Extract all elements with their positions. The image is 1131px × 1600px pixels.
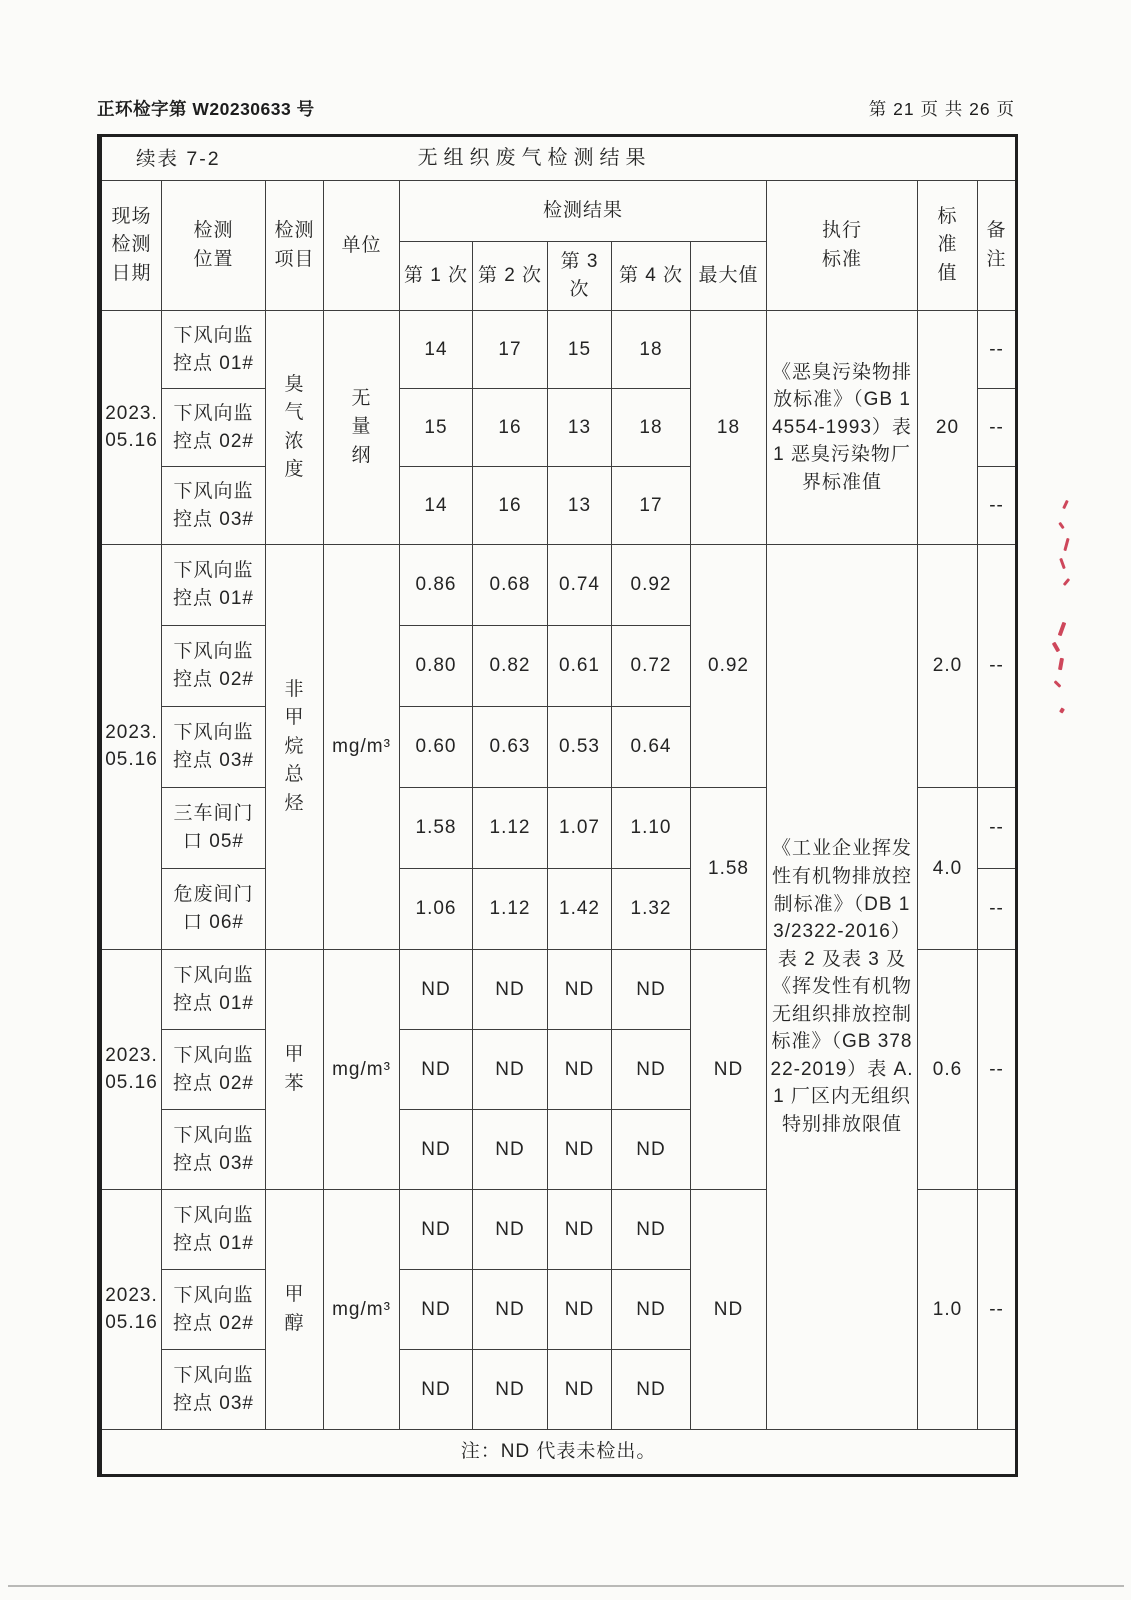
header-test2: 第 2 次 bbox=[473, 242, 548, 311]
document-number: 正环检字第 W20230633 号 bbox=[97, 99, 315, 119]
value-cell: 13 bbox=[548, 467, 612, 545]
value-cell: ND bbox=[473, 1190, 548, 1270]
standard-cell: 《恶臭污染物排放标准》（GB 14554-1993）表 1 恶臭污染物厂界标准值 bbox=[767, 311, 918, 545]
value-cell: 0.53 bbox=[548, 707, 612, 788]
value-cell: ND bbox=[548, 950, 612, 1030]
position-cell: 下风向监控点 01# bbox=[162, 545, 266, 626]
value-cell: 18 bbox=[612, 311, 691, 389]
header-unit: 单位 bbox=[324, 181, 400, 311]
position-cell: 危废间门口 06# bbox=[162, 869, 266, 950]
value-cell: 0.64 bbox=[612, 707, 691, 788]
date-cell: 2023.05.16 bbox=[100, 950, 162, 1190]
value-cell: ND bbox=[400, 1110, 473, 1190]
unit-cell: mg/m³ bbox=[324, 545, 400, 950]
header-test3: 第 3 次 bbox=[548, 242, 612, 311]
value-cell: 16 bbox=[473, 389, 548, 467]
date-cell: 2023.05.16 bbox=[100, 311, 162, 545]
value-cell: ND bbox=[473, 950, 548, 1030]
value-cell: 1.10 bbox=[612, 788, 691, 869]
limit-cell: 1.0 bbox=[918, 1190, 978, 1430]
value-cell: 1.12 bbox=[473, 869, 548, 950]
limit-cell: 2.0 bbox=[918, 545, 978, 788]
remark-cell: -- bbox=[978, 545, 1017, 788]
remark-cell: -- bbox=[978, 1190, 1017, 1430]
max-value-cell: 0.92 bbox=[691, 545, 767, 788]
table-subtitle: 续表 7-2 bbox=[136, 148, 221, 170]
remark-cell: -- bbox=[978, 467, 1017, 545]
value-cell: ND bbox=[400, 1270, 473, 1350]
value-cell: ND bbox=[400, 1190, 473, 1270]
value-cell: 16 bbox=[473, 467, 548, 545]
item-cell: 甲醇 bbox=[266, 1190, 324, 1430]
header-item: 检测项目 bbox=[266, 181, 324, 311]
value-cell: ND bbox=[473, 1270, 548, 1350]
max-value-cell: ND bbox=[691, 1190, 767, 1430]
position-cell: 下风向监控点 02# bbox=[162, 1030, 266, 1110]
item-cell: 甲苯 bbox=[266, 950, 324, 1190]
value-cell: 0.68 bbox=[473, 545, 548, 626]
value-cell: ND bbox=[473, 1110, 548, 1190]
item-cell: 非甲烷总烃 bbox=[266, 545, 324, 950]
value-cell: ND bbox=[400, 950, 473, 1030]
value-cell: ND bbox=[612, 1270, 691, 1350]
value-cell: ND bbox=[548, 1030, 612, 1110]
unit-cell: mg/m³ bbox=[324, 950, 400, 1190]
value-cell: 0.63 bbox=[473, 707, 548, 788]
value-cell: 0.80 bbox=[400, 626, 473, 707]
header-position: 检测位置 bbox=[162, 181, 266, 311]
header-remark: 备注 bbox=[978, 181, 1017, 311]
value-cell: ND bbox=[548, 1270, 612, 1350]
value-cell: ND bbox=[612, 1190, 691, 1270]
value-cell: ND bbox=[548, 1110, 612, 1190]
table-row bbox=[100, 181, 1017, 242]
position-cell: 下风向监控点 01# bbox=[162, 1190, 266, 1270]
position-cell: 下风向监控点 03# bbox=[162, 1110, 266, 1190]
position-cell: 下风向监控点 01# bbox=[162, 311, 266, 389]
position-cell: 下风向监控点 02# bbox=[162, 389, 266, 467]
position-cell: 下风向监控点 03# bbox=[162, 1350, 266, 1430]
unit-cell: mg/m³ bbox=[324, 1190, 400, 1430]
limit-cell: 0.6 bbox=[918, 950, 978, 1190]
remark-cell: -- bbox=[978, 788, 1017, 869]
position-cell: 下风向监控点 02# bbox=[162, 626, 266, 707]
header-test4: 第 4 次 bbox=[612, 242, 691, 311]
header-results-group: 检测结果 bbox=[400, 181, 767, 242]
value-cell: 1.06 bbox=[400, 869, 473, 950]
value-cell: 1.42 bbox=[548, 869, 612, 950]
header-limit: 标准值 bbox=[918, 181, 978, 311]
value-cell: 1.12 bbox=[473, 788, 548, 869]
max-value-cell: 18 bbox=[691, 311, 767, 545]
header-test1: 第 1 次 bbox=[400, 242, 473, 311]
table-row bbox=[100, 545, 1017, 626]
value-cell: 0.92 bbox=[612, 545, 691, 626]
value-cell: 18 bbox=[612, 389, 691, 467]
limit-cell: 4.0 bbox=[918, 788, 978, 950]
value-cell: ND bbox=[612, 1030, 691, 1110]
value-cell: ND bbox=[548, 1190, 612, 1270]
item-cell: 臭气浓度 bbox=[266, 311, 324, 545]
table-note: 注：ND 代表未检出。 bbox=[100, 1430, 1017, 1476]
header-date: 现场检测日期 bbox=[100, 181, 162, 311]
results-table bbox=[97, 134, 1018, 1477]
value-cell: 13 bbox=[548, 389, 612, 467]
max-value-cell: ND bbox=[691, 950, 767, 1190]
table-row bbox=[100, 1430, 1017, 1476]
value-cell: 1.58 bbox=[400, 788, 473, 869]
value-cell: ND bbox=[548, 1350, 612, 1430]
value-cell: 14 bbox=[400, 311, 473, 389]
remark-cell: -- bbox=[978, 389, 1017, 467]
value-cell: ND bbox=[400, 1030, 473, 1110]
red-ink-mark bbox=[1056, 500, 1076, 592]
scan-edge-line bbox=[8, 1585, 1124, 1587]
value-cell: 1.07 bbox=[548, 788, 612, 869]
limit-cell: 20 bbox=[918, 311, 978, 545]
header-standard: 执行标准 bbox=[767, 181, 918, 311]
remark-cell: -- bbox=[978, 950, 1017, 1190]
red-ink-mark bbox=[1050, 622, 1074, 718]
header-max: 最大值 bbox=[691, 242, 767, 311]
position-cell: 下风向监控点 03# bbox=[162, 467, 266, 545]
value-cell: 0.60 bbox=[400, 707, 473, 788]
date-cell: 2023.05.16 bbox=[100, 1190, 162, 1430]
value-cell: ND bbox=[612, 1110, 691, 1190]
value-cell: ND bbox=[473, 1350, 548, 1430]
value-cell: ND bbox=[612, 950, 691, 1030]
unit-cell: 无量纲 bbox=[324, 311, 400, 545]
value-cell: ND bbox=[400, 1350, 473, 1430]
value-cell: 17 bbox=[612, 467, 691, 545]
position-cell: 下风向监控点 03# bbox=[162, 707, 266, 788]
value-cell: 0.82 bbox=[473, 626, 548, 707]
value-cell: 0.86 bbox=[400, 545, 473, 626]
remark-cell: -- bbox=[978, 311, 1017, 389]
table-title-cell bbox=[100, 136, 1017, 181]
table-row bbox=[100, 136, 1017, 181]
value-cell: 0.74 bbox=[548, 545, 612, 626]
value-cell: 0.61 bbox=[548, 626, 612, 707]
standard-cell: 《工业企业挥发性有机物排放控制标准》（DB 13/2322-2016）表 2 及表 3 及《挥发性有机物无组织排放控制标准》（GB 37822-2019）表 A.1 厂区内无组织特别排放限值 bbox=[767, 545, 918, 1430]
position-cell: 三车间门口 05# bbox=[162, 788, 266, 869]
date-cell: 2023.05.16 bbox=[100, 545, 162, 950]
remark-cell: -- bbox=[978, 869, 1017, 950]
page-indicator: 第 21 页 共 26 页 bbox=[868, 99, 1015, 119]
table-title: 无组织废气检测结果 bbox=[417, 147, 652, 169]
position-cell: 下风向监控点 01# bbox=[162, 950, 266, 1030]
value-cell: 1.32 bbox=[612, 869, 691, 950]
max-value-cell: 1.58 bbox=[691, 788, 767, 950]
table-row bbox=[100, 311, 1017, 389]
value-cell: 14 bbox=[400, 467, 473, 545]
position-cell: 下风向监控点 02# bbox=[162, 1270, 266, 1350]
value-cell: ND bbox=[473, 1030, 548, 1110]
value-cell: 15 bbox=[400, 389, 473, 467]
value-cell: ND bbox=[612, 1350, 691, 1430]
value-cell: 17 bbox=[473, 311, 548, 389]
value-cell: 15 bbox=[548, 311, 612, 389]
value-cell: 0.72 bbox=[612, 626, 691, 707]
